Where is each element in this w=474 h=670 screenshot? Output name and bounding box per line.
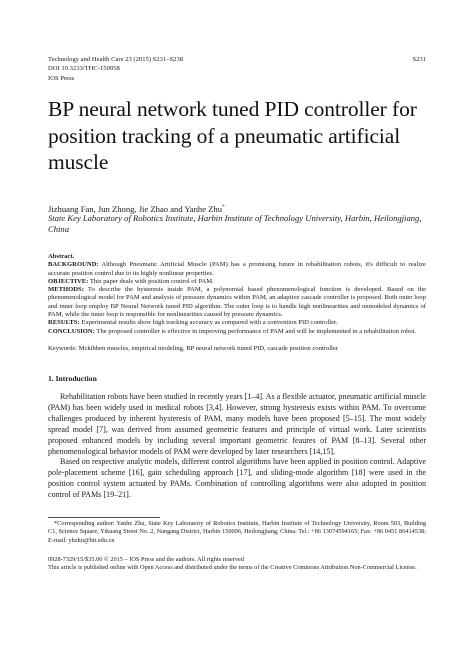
publisher-line: IOS Press xyxy=(48,74,75,82)
abstract-heading: Abstract. xyxy=(48,253,75,260)
page-number: S231 xyxy=(412,56,426,63)
copyright-line: 0928-7329/15/$35.00 © 2015 – IOS Press and the authors. All rights reserved xyxy=(48,556,244,563)
keywords: Keywords: Mckibben muscles, empirical modeling, BP neural network tuned PID, cascade position controller xyxy=(48,345,338,352)
results-label: RESULTS: xyxy=(48,319,80,327)
results-text: Experimental results show high tracking accuracy as compared with a convention PID controller. xyxy=(81,319,338,327)
paragraph: Based on respective analytic models, different control algorithms have been applied in position control. Adaptive pole-placement scheme [16], gain scheduling approach [17], and sliding-mode algorithm [18] were used in the position control system actuated by PAMs. Combination of controlling algorithms were also adopted in position control of PAMs [19–21]. xyxy=(48,457,426,500)
background-text: Although Pneumatic Artificial Muscle (PAM) has a promising future in rehabilitation robots, it's difficult to realize accurate position control due to its highly nonlinear properties. xyxy=(48,261,426,277)
paper-title: BP neural network tuned PID controller for position tracking of a pneumatic artificial muscle xyxy=(48,97,417,174)
paragraph: Rehabilitation robots have been studied in recently years [1–4]. As a flexible actuator, pneumatic artificial muscle (PAM) has been widely used in medical robots [3,4]. However, strong hysteresis exists within PAM. To overcome challenges produced by inherent hysteresis of PAM, many models have been proposed [5–15]. The most widely spread model [7], was derived from assumed geometric features and principle of virtual work. Later scientists proposed enhanced models by including several important geometric feaures of PAM [8–13]. Several other phenomenological behavior models of PAM were developed by later researchers [14,15]. xyxy=(48,392,426,456)
footnote-rule xyxy=(48,517,160,518)
conclusion-text: The proposed controller is effective in improving performance of PAM and will be implemented in a rehabilitation robot. xyxy=(96,327,417,335)
section-heading: 1. Introduction xyxy=(48,374,97,383)
doi-line: DOI 10.3233/THC-150958 xyxy=(48,65,120,73)
objective-label: OBJECTIVE: xyxy=(48,277,89,285)
abstract-background xyxy=(48,261,426,278)
running-header xyxy=(48,55,426,83)
abstract xyxy=(48,253,426,336)
corresponding-author-footnote: *Corresponding author: Yanhe Zhu, State Key Laboratory of Robotics Institute, Harbin Institute of Technology University, Room 503, Building C1, Science Square, Yikuang Street No. 2, Nangang District, Harbin 150006, Heilongjiang, China. Tel.: +86 13074594165; Fax: +86 0451 86414538; E-mail: yhzhu@hit.edu.cn xyxy=(48,520,426,544)
corresponding-author-mark: * xyxy=(222,204,225,210)
journal-line: Technology and Health Care 23 (2015) S231–S238 xyxy=(48,56,184,63)
abstract-conclusion xyxy=(48,328,426,336)
license-line: This article is published online with Open Access and distributed under the terms of the Creative Commons Attribution Non-Commercial License. xyxy=(48,564,417,572)
abstract-methods xyxy=(48,286,426,319)
objective-text: This paper deals with position control of PAM. xyxy=(89,277,214,285)
abstract-objective xyxy=(48,278,426,286)
footnotes xyxy=(48,520,426,545)
methods-text: To describe the hysteresis inside PAM, a polynomial based phenomenological function is developed. Based on the phenomenological model for PAM and analysis of pressure dynamics within PAM, an adaptive cascade controller is proposed. Both outer loop and inner loop employ BP Neural Network tuned PID algorithm. The outer loop is to handle high nonlinearities and unmodeled dynamics of PAM, while the inner loop is responsible for nonlinearities caused by pressure dynamics. xyxy=(48,286,427,319)
affiliation: State Key Laboratory of Robotics Institute, Harbin Institute of Technology University, Harbin, Heilongjiang, China xyxy=(48,213,422,234)
copyright-block xyxy=(48,556,426,573)
abstract-results xyxy=(48,319,426,327)
conclusion-label: CONCLUSION: xyxy=(48,327,95,335)
introduction-body xyxy=(48,392,426,501)
methods-label: METHODS: xyxy=(48,286,84,294)
author-names: Jizhuang Fan, Jun Zhong, Jie Zhao and Yanhe Zhu xyxy=(48,203,223,214)
background-label: BACKGROUND: xyxy=(48,261,99,269)
